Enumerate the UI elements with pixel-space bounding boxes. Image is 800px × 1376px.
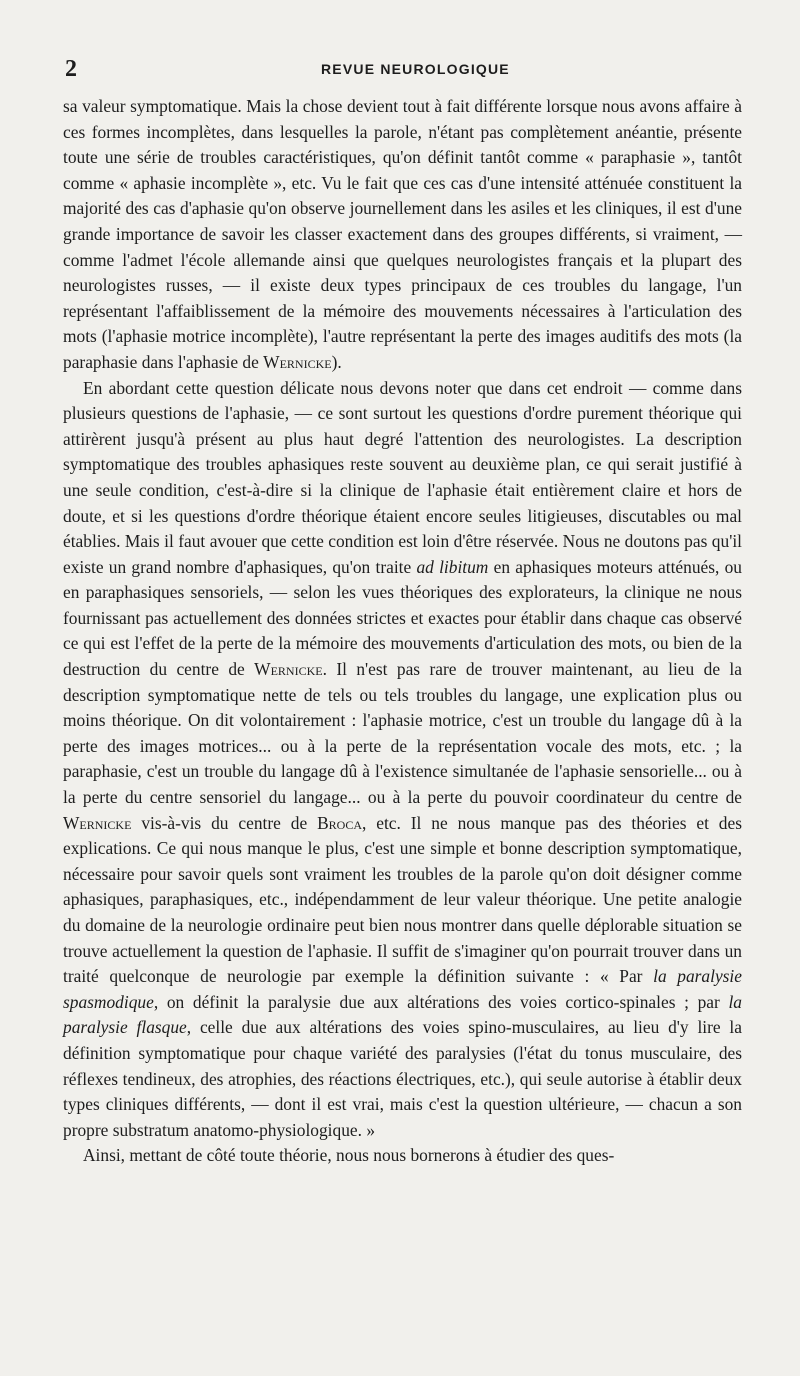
author-name: Wernicke bbox=[263, 351, 332, 372]
running-head: REVUE NEUROLOGIQUE bbox=[321, 61, 510, 77]
paragraph bbox=[63, 94, 742, 376]
text-run: , etc. Il ne nous manque pas des théories et des explications. Ce qui nous manque le plus, c'est une simple et bonne description symptomatique, nécessaire pour savoir quels sont vraiment les troubles de la parole qu'on doit désigner comme aphasiques, paraphasiques, etc., indépendamment de leur valeur théorique. Une petite analogie du domaine de la neurologie ordinaire peut bien nous montrer dans quelle déplorable situation se trouve actuellement la question de l'aphasie. Il suffit de s'imaginer qu'on pourrait trouver dans un traité quelconque de neurologie par exemple la définition suivante : « Par bbox=[63, 812, 742, 987]
text-run: , on définit la paralysie due aux altérations des voies cortico-spinales ; par bbox=[153, 991, 729, 1012]
page-number: 2 bbox=[65, 56, 77, 82]
italic-text: ad libitum bbox=[416, 556, 489, 577]
text-run: , celle due aux altérations des voies spino-musculaires, au lieu d'y lire la définition symptomatique pour chaque variété des paralysies (l'état du tonus musculaire, des réflexes tendineux, des atrophies, des réactions électriques, etc.), qui seule autorise à établir deux types cliniques différents, — dont il est vrai, mais c'est la question ultérieure, — chacun a son propre substratum anatomo-physiologique. » bbox=[63, 1017, 742, 1140]
author-name: Wernicke bbox=[63, 812, 132, 833]
italic-text: la paralysie spasmodique bbox=[63, 966, 742, 1012]
paragraph bbox=[63, 376, 742, 1144]
author-name: Wernicke bbox=[254, 659, 323, 680]
body-text bbox=[63, 94, 742, 1169]
text-run: . Il n'est pas rare de trouver maintenant, au lieu de la description symptomatique nette de tels ou tels troubles du langage, une explication plus ou moins théorique. On dit volontairement : l'aphasie motrice, c'est un trouble du langage dû à la perte des images motrices... ou à la perte de la représentation vocale des mots, etc. ; la paraphasie, c'est un trouble du langage dû à l'existence simultanée de l'aphasie sensorielle... ou à la perte du centre sensoriel du langage... ou à la perte du pouvoir coordinateur du centre de bbox=[63, 659, 742, 808]
text-run: Ainsi, mettant de côté toute théorie, nous nous bornerons à étudier des ques- bbox=[83, 1145, 615, 1166]
paragraph bbox=[63, 1143, 742, 1169]
page-header bbox=[63, 50, 742, 90]
text-run: vis-à-vis du centre de bbox=[131, 812, 318, 833]
text-run: ). bbox=[331, 351, 342, 372]
text-run: sa valeur symptomatique. Mais la chose devient tout à fait différente lorsque nous avons affaire à ces formes incomplètes, dans lesquelles la parole, n'étant pas complètement anéantie, présente toute une série de troubles caractéristiques, qu'on définit tantôt comme « paraphasie », tantôt comme « aphasie incomplète », etc. Vu le fait que ces cas d'une intensité atténuée constituent la majorité des cas d'aphasie qu'on observe journellement dans les asiles et les cliniques, il est d'une grande importance de savoir les classer exactement dans des groupes différents, si vraiment, — comme l'admet l'école allemande ainsi que quelques neurologistes français et la plupart des neurologistes russes, — il existe deux types principaux de ces troubles du langage, l'un représentant l'affaiblissement de la mémoire des mouvements nécessaires à l'articulation des mots (l'aphasie motrice incomplète), l'autre représentant la perte des images auditifs des mots (la paraphasie dans l'aphasie de bbox=[63, 96, 742, 372]
text-run: En abordant cette question délicate nous devons noter que dans cet endroit — comme dans plusieurs questions de l'aphasie, — ce sont surtout les questions d'ordre purement théorique qui attirèrent jusqu'à présent au plus haut degré l'attention des neurologistes. La description symptomatique des troubles aphasiques reste souvent au deuxième plan, ce qui serait justifié à une seule condition, c'est-à-dire si la clinique de l'aphasie était entièrement claire et hors de doute, et si les questions d'ordre théorique étaient encore seules litigieuses, discutables ou mal établies. Mais il faut avouer que cette condition est loin d'être réservée. Nous ne doutons pas qu'il existe un grand nombre d'aphasiques, qu'on traite bbox=[63, 377, 742, 577]
author-name: Broca bbox=[317, 812, 363, 833]
text-run: en aphasiques moteurs atténués, ou en paraphasiques sensoriels, — selon les vues théoriques des explorateurs, la clinique ne nous fournissant pas actuellement des données strictes et exactes pour établir dans chaque cas observé ce qui est l'effet de la perte de la mémoire des mouvements d'articulation des mots, ou bien de la destruction du centre de bbox=[63, 556, 743, 680]
italic-text: la paralysie flasque bbox=[63, 991, 742, 1038]
